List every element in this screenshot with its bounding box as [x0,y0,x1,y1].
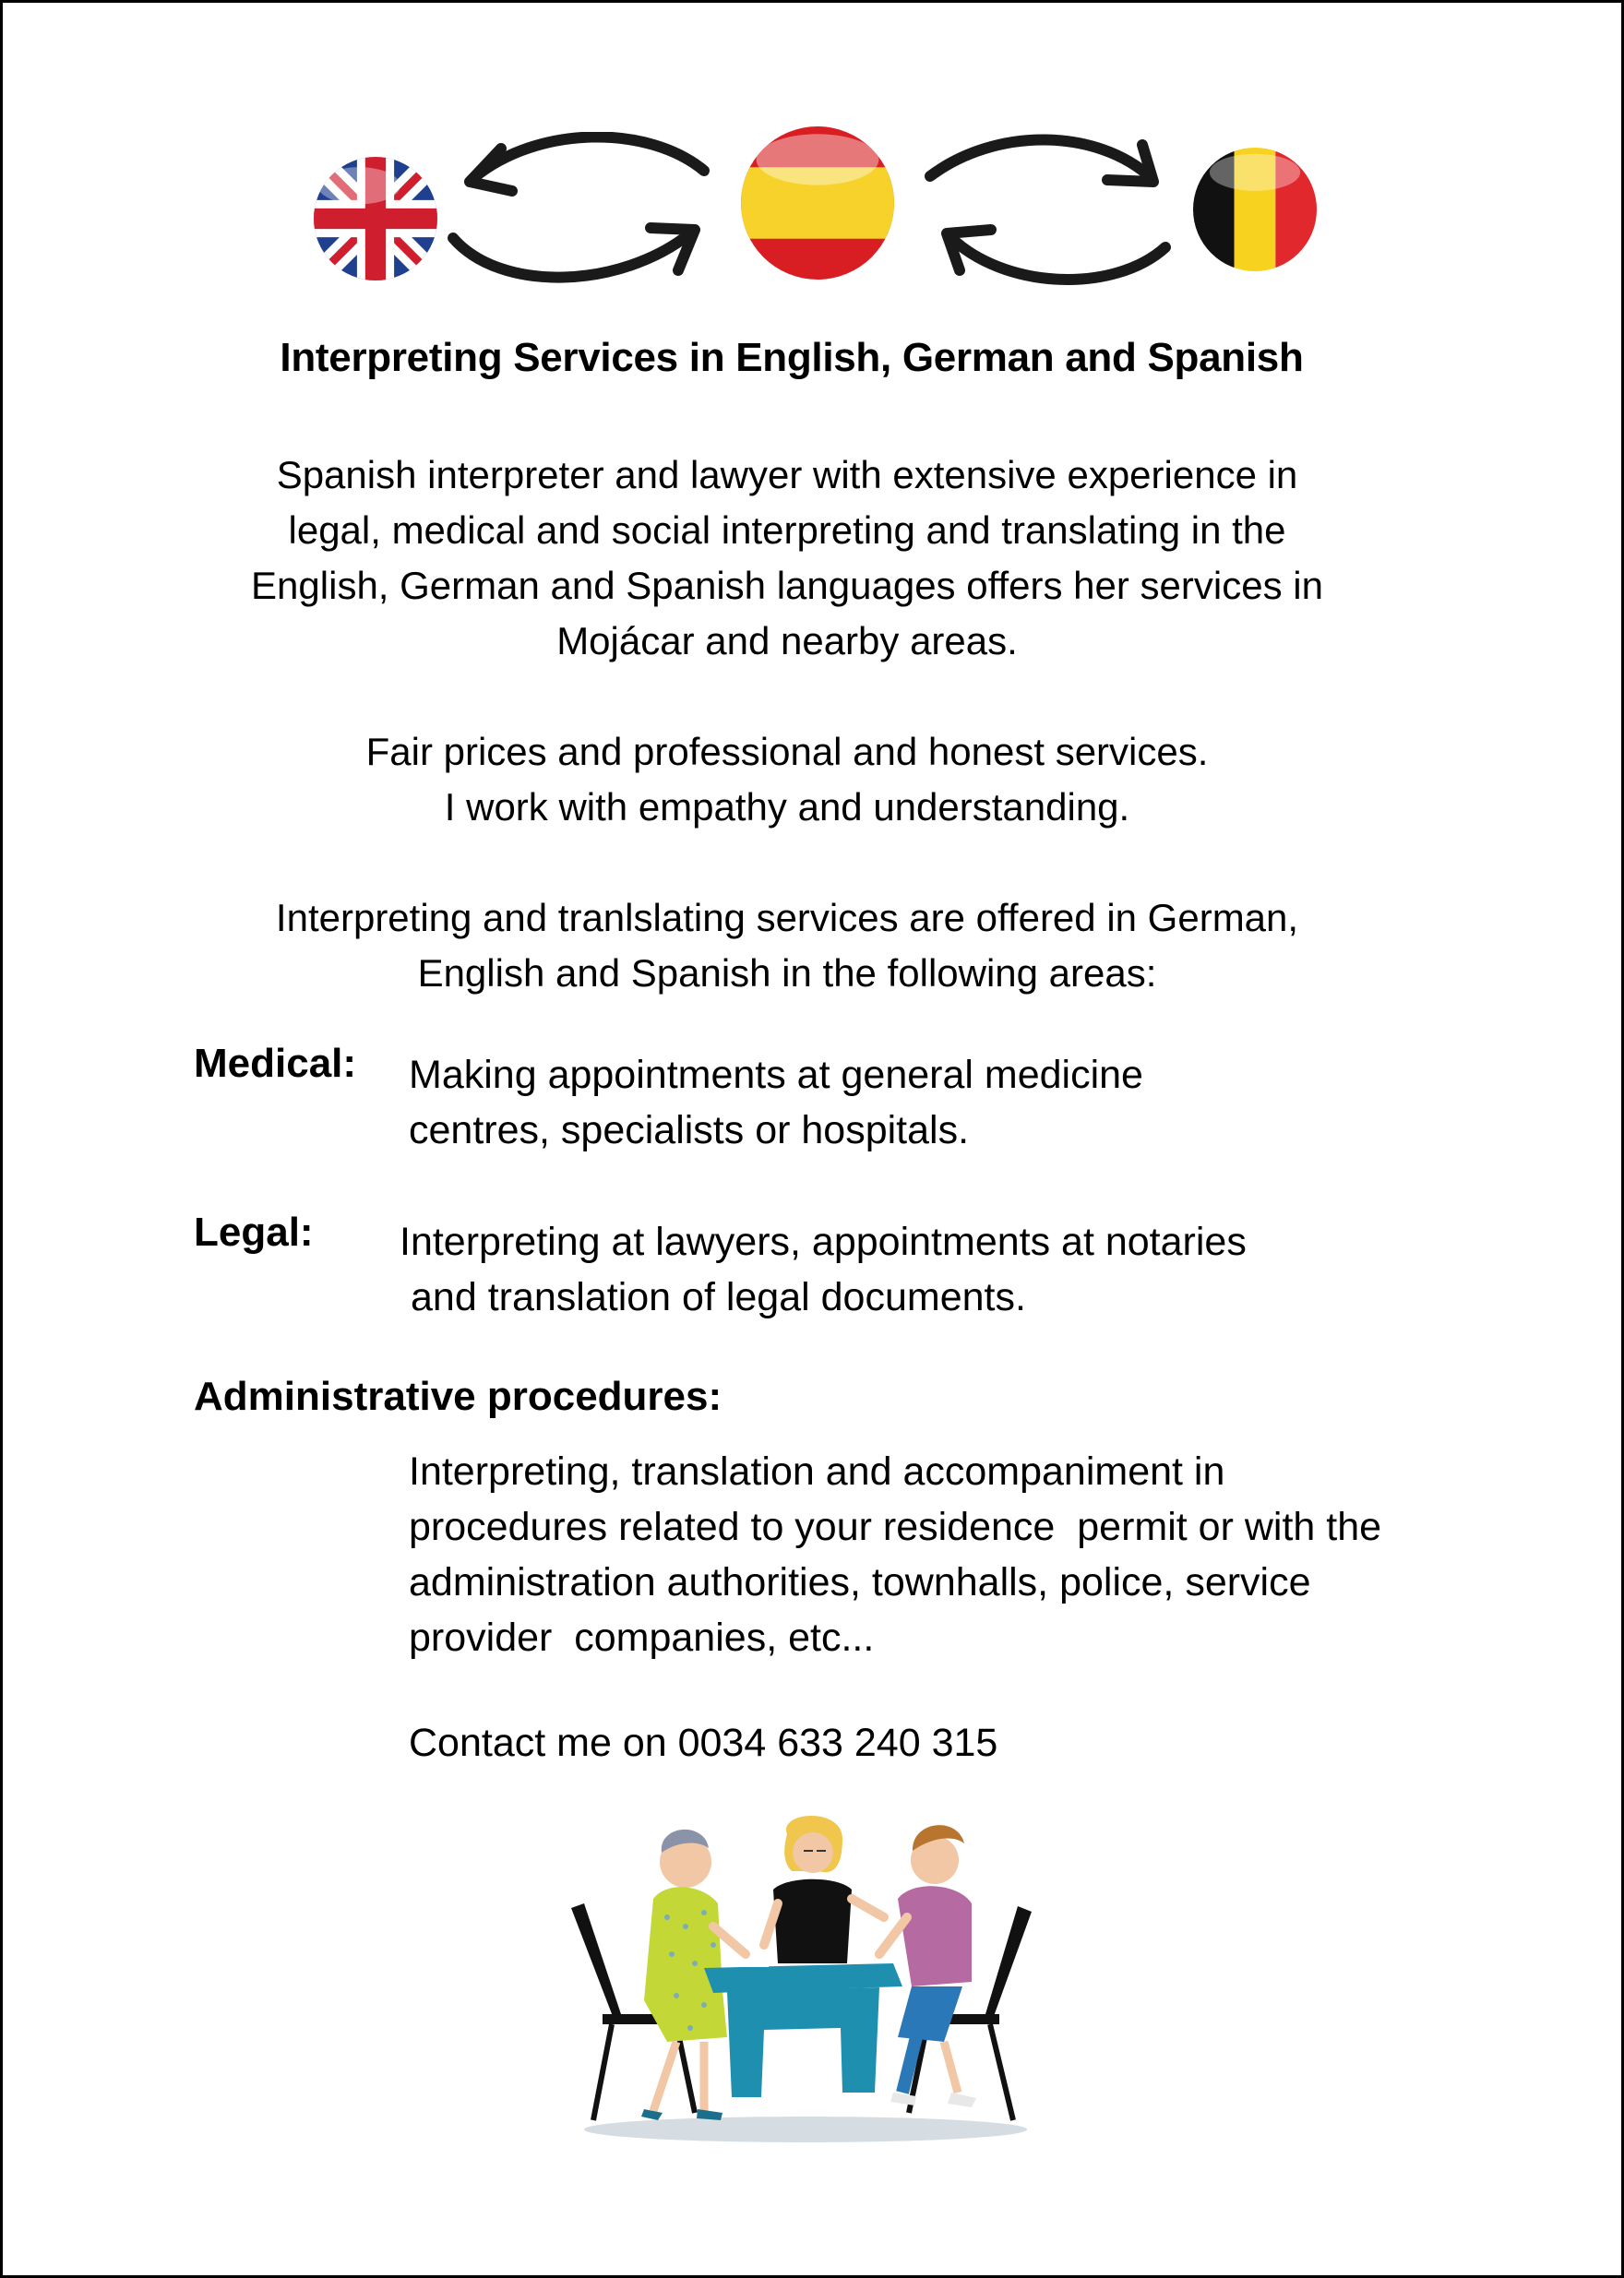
belgium-flag-icon [1193,148,1317,271]
legal-label: Legal: [194,1210,314,1255]
prices-paragraph [150,724,1424,835]
page-title: Interpreting Services in English, German and Spanish [280,335,1304,380]
meeting-illustration [566,1816,1045,2148]
intro-line: legal, medical and social interpreting and translating in the [288,508,1286,552]
intro-line: English, German and Spanish languages offers her services in [251,564,1323,607]
medical-line: centres, specialists or hospitals. [409,1108,970,1152]
uk-flag-icon [314,157,437,280]
administrative-description [409,1444,1590,1665]
table-icon [704,1962,902,2097]
legal-line: and translation of legal documents. [411,1275,1026,1319]
offer-paragraph [150,890,1424,1001]
administrative-label: Administrative procedures: [194,1374,722,1419]
legal-description [400,1214,1553,1325]
swap-arrows-icon [436,132,736,293]
admin-line: procedures related to your residence permit or with the [409,1505,1382,1549]
intro-line: Mojácar and nearby areas. [556,619,1018,662]
offer-line: English and Spanish in the following areas: [417,951,1157,995]
prices-line: Fair prices and professional and honest services. [365,730,1209,773]
person-middle-icon [764,1816,884,1963]
intro-paragraph [150,447,1424,669]
medical-line: Making appointments at general medicine [409,1053,1143,1097]
spain-flag-icon [741,126,894,280]
admin-line: Interpreting, translation and accompaniment in [409,1449,1225,1494]
medical-label: Medical: [194,1041,357,1086]
offer-line: Interpreting and tranlslating services are offered in German, [275,896,1299,939]
medical-description [409,1047,1516,1158]
admin-line: administration authorities, townhalls, police, service [409,1560,1311,1604]
intro-line: Spanish interpreter and lawyer with extensive experience in [276,453,1298,496]
language-flags-row [3,3,1624,307]
legal-line: Interpreting at lawyers, appointments at notaries [400,1220,1247,1264]
prices-line: I work with empathy and understanding. [444,785,1130,829]
admin-line: provider companies, etc... [409,1616,875,1660]
swap-arrows-icon [902,132,1188,293]
contact-phone: Contact me on 0034 633 240 315 [409,1721,998,1765]
